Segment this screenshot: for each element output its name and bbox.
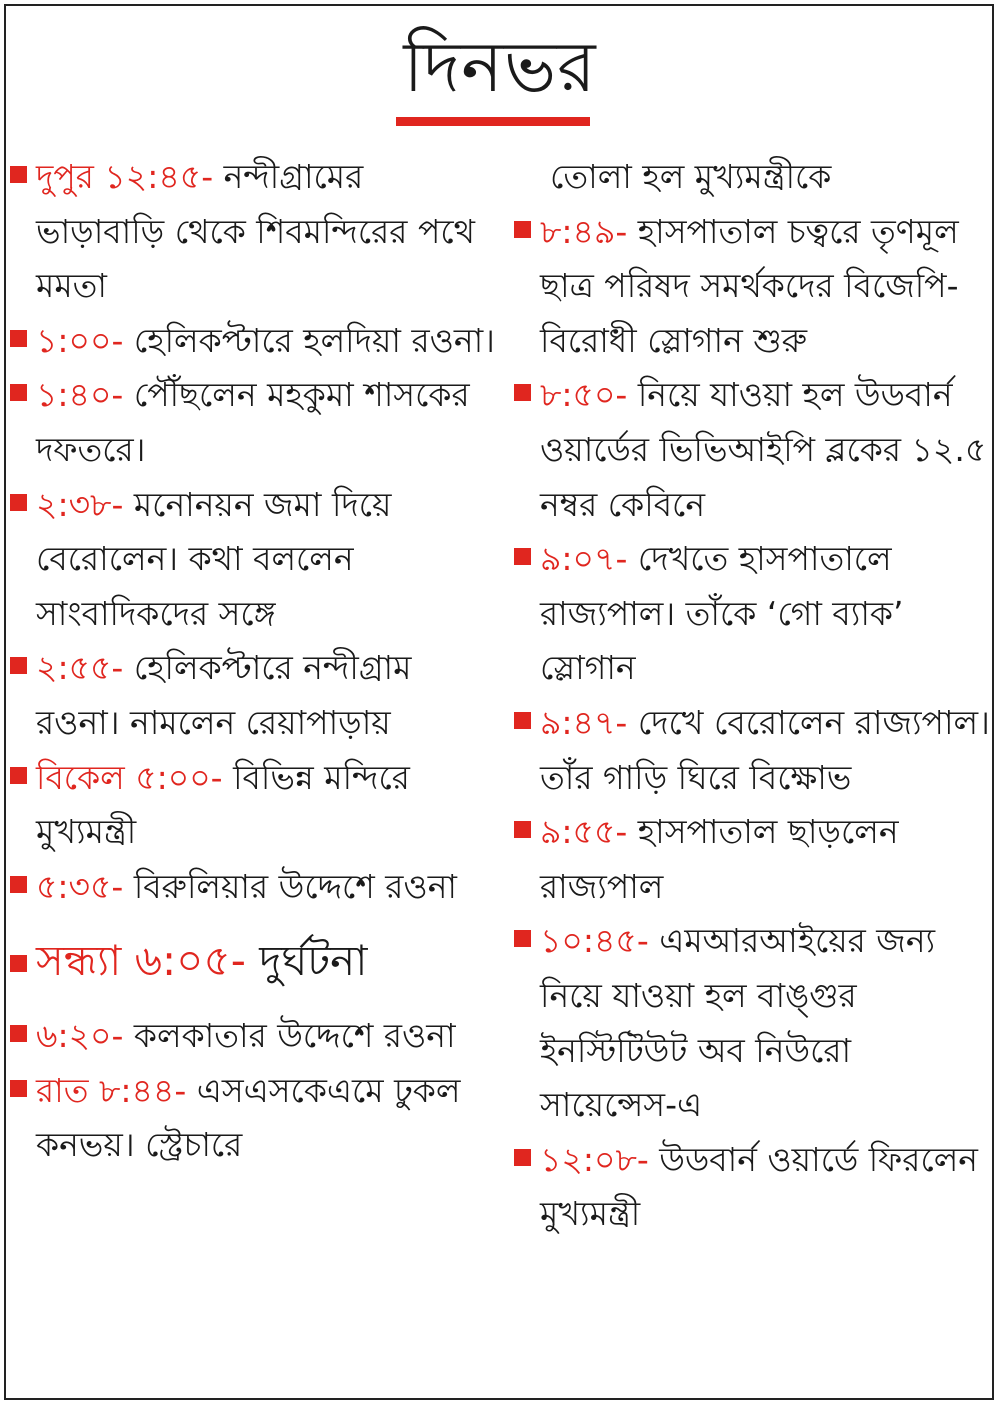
entry-time: ৯:৪৭-	[540, 702, 628, 742]
entry-text: উডবার্ন ওয়ার্ডে ফিরলেন মুখ্যমন্ত্রী	[540, 1139, 978, 1234]
entry-time: ৯:০৭-	[540, 539, 628, 579]
square-bullet-icon	[514, 1149, 531, 1166]
entry-time: ২:৩৮-	[36, 484, 124, 524]
page-title: দিনভর	[403, 26, 597, 108]
entry-text: হাসপাতাল ছাড়লেন রাজ্যপাল	[540, 812, 899, 906]
timeline-entry	[8, 641, 500, 750]
square-bullet-icon	[10, 876, 27, 893]
square-bullet-icon	[10, 767, 27, 784]
entry-time: ৯:৫৫-	[540, 812, 628, 852]
entry-text: নন্দীগ্রামের ভাড়াবাড়ি থেকে শিবমন্দিরের পথে মমতা	[36, 157, 475, 306]
entry-time: ৮:৪৯-	[540, 211, 628, 251]
square-bullet-icon	[514, 821, 531, 838]
square-bullet-icon	[10, 494, 27, 511]
square-bullet-icon	[10, 657, 27, 674]
entry-time: ৫:৩৫-	[36, 866, 124, 906]
timeline-entry	[512, 205, 992, 369]
entry-text: বিভিন্ন মন্দিরে মুখ্যমন্ত্রী	[36, 757, 410, 852]
entry-text: মনোনয়ন জমা দিয়ে বেরোলেন। কথা বললেন সাংবাদিকদের সঙ্গে	[36, 484, 392, 633]
entry-text: হেলিকপ্টারে হলদিয়া রওনা।	[133, 320, 495, 360]
timeline-entry-highlight	[8, 934, 500, 989]
entry-text: নিয়ে যাওয়া হল উডবার্ন ওয়ার্ডের ভিভিআইপি ব্লকের ১২.৫ নম্বর কেবিনে	[540, 375, 987, 524]
entry-time: রাত ৮:৪৪-	[36, 1070, 187, 1110]
entry-time: ৮:৫০-	[540, 375, 628, 415]
square-bullet-icon	[10, 1080, 27, 1097]
title-underline	[396, 117, 590, 126]
square-bullet-icon	[514, 712, 531, 729]
square-bullet-icon	[10, 384, 27, 401]
entry-text: পৌঁছলেন মহকুমা শাসকের দফতরে।	[36, 375, 470, 469]
entry-text: দেখে বেরোলেন রাজ্যপাল। তাঁর গাড়ি ঘিরে বিক্ষোভ	[540, 702, 990, 797]
timeline-entry	[8, 150, 500, 314]
entry-time: ১:০০-	[36, 320, 124, 360]
entry-time: দুপুর ১২:৪৫-	[36, 157, 214, 196]
entry-text: বিরুলিয়ার উদ্দেশে রওনা	[133, 866, 457, 906]
timeline-entry	[8, 478, 500, 642]
square-bullet-icon	[514, 930, 531, 947]
square-bullet-icon	[514, 221, 531, 238]
square-bullet-icon	[10, 955, 27, 972]
entry-time: সন্ধ্যা ৬:০৫-	[36, 936, 246, 986]
timeline-entry	[512, 805, 992, 914]
entry-text: কলকাতার উদ্দেশে রওনা	[133, 1015, 456, 1055]
square-bullet-icon	[514, 384, 531, 401]
square-bullet-icon	[10, 166, 27, 183]
timeline-entry	[8, 1009, 500, 1064]
entry-time: ২:৫৫-	[36, 648, 124, 688]
entry-time: বিকেল ৫:০০-	[36, 757, 223, 797]
entry-time: ১০:৪৫-	[540, 921, 649, 961]
timeline-entry	[512, 1133, 992, 1242]
entry-time: ১:৪০-	[36, 375, 124, 415]
entry-text: দুর্ঘটনা	[259, 936, 368, 986]
timeline-entry	[8, 1064, 500, 1173]
timeline-entry	[8, 368, 500, 477]
entry-continuation-text: তোলা হল মুখ্যমন্ত্রীকে	[550, 157, 832, 196]
timeline-entry	[8, 314, 500, 369]
entry-text: এসএসকেএমে ঢুকল কনভয়। স্ট্রেচারে	[36, 1070, 461, 1165]
square-bullet-icon	[10, 330, 27, 347]
timeline-entry	[8, 751, 500, 860]
timeline-entry	[512, 914, 992, 1132]
entry-text: হেলিকপ্টারে নন্দীগ্রাম রওনা। নামলেন রেয়াপাড়ায়	[36, 648, 412, 742]
entry-text: দেখতে হাসপাতালে রাজ্যপাল। তাঁকে ‘গো ব্যাক’ স্লোগান	[540, 539, 904, 688]
timeline-right-column	[512, 150, 992, 1242]
timeline-entry	[8, 860, 500, 915]
entry-time: ১২:০৮-	[540, 1139, 649, 1179]
timeline-entry	[512, 696, 992, 805]
entry-text: এমআরআইয়ের জন্য নিয়ে যাওয়া হল বাঙ্গুর ইনস্টিটিউট অব নিউরো সায়েন্সেস-এ	[540, 921, 936, 1125]
timeline-left-column	[8, 150, 500, 1173]
timeline-entry	[512, 532, 992, 696]
entry-text: হাসপাতাল চত্বরে তৃণমূল ছাত্র পরিষদ সমর্থকদের বিজেপি-বিরোধী স্লোগান শুরু	[540, 211, 959, 360]
square-bullet-icon	[514, 548, 531, 565]
entry-time: ৬:২০-	[36, 1015, 124, 1055]
square-bullet-icon	[10, 1025, 27, 1042]
timeline-entry	[512, 368, 992, 532]
